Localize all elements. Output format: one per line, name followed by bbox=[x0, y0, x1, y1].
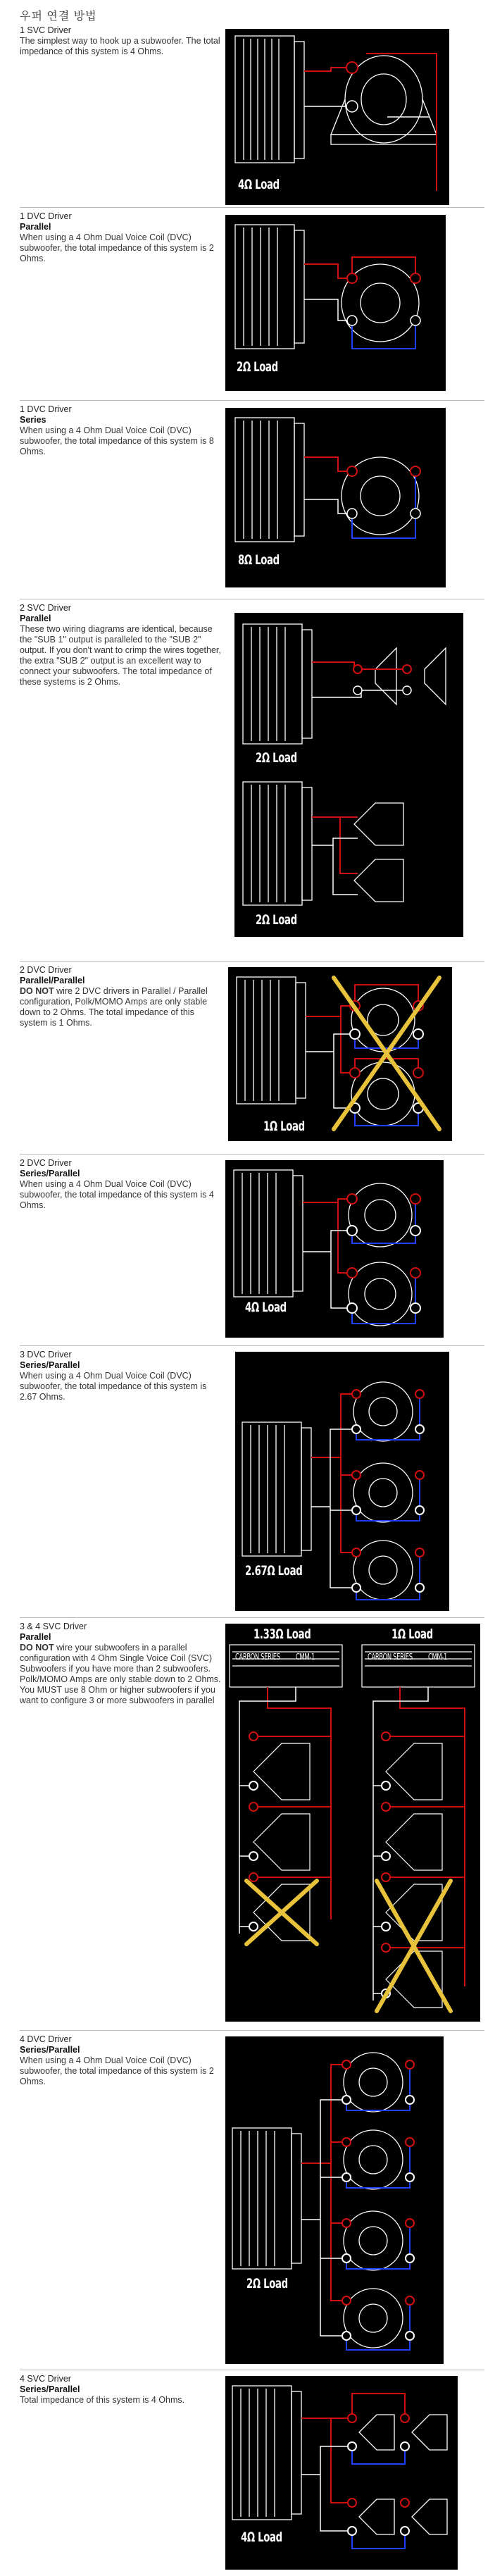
wiring-diagram bbox=[228, 967, 452, 1141]
section-1-svc bbox=[20, 25, 484, 207]
section-label: 2 DVC Driver bbox=[20, 1158, 72, 1168]
amp-model-label: CMM-1 bbox=[296, 1652, 315, 1662]
section-desc: When using a 4 Ohm Dual Voice Coil (DVC) subwoofer, the total impedance of this system is 8 Ohms. bbox=[20, 425, 214, 456]
section-1-dvc-parallel bbox=[20, 211, 484, 396]
section-text bbox=[20, 211, 224, 264]
load-label: 1Ω Load bbox=[263, 1119, 305, 1134]
load-label: 2.67Ω Load bbox=[245, 1563, 303, 1579]
section-text bbox=[20, 1158, 224, 1211]
section-3-dvc-series-parallel bbox=[20, 1350, 484, 1613]
amp-model-label: CMM-1 bbox=[428, 1652, 447, 1662]
section-desc: When using a 4 Ohm Dual Voice Coil (DVC) subwoofer, the total impedance of this system is 2.67 Ohms. bbox=[20, 1371, 207, 1402]
amp-series-label: CARBON SERIES bbox=[368, 1652, 413, 1662]
section-text bbox=[20, 603, 224, 687]
section-subtitle: Parallel bbox=[20, 222, 51, 232]
load-label: 8Ω Load bbox=[238, 552, 280, 568]
page-title: 우퍼 연결 방법 bbox=[20, 11, 97, 23]
section-label: 1 DVC Driver bbox=[20, 404, 72, 414]
section-desc: When using a 4 Ohm Dual Voice Coil (DVC) subwoofer, the total impedance of this system is 2 Ohms. bbox=[20, 2055, 214, 2086]
section-2-svc-parallel bbox=[20, 603, 484, 940]
section-text bbox=[20, 965, 224, 1028]
load-label: 4Ω Load bbox=[238, 177, 280, 192]
load-label: 1Ω Load bbox=[391, 1626, 433, 1642]
section-label: 4 SVC Driver bbox=[20, 2374, 71, 2384]
section-label: 2 DVC Driver bbox=[20, 965, 72, 975]
wiring-diagram bbox=[225, 2376, 458, 2570]
section-text bbox=[20, 404, 224, 457]
load-label: 4Ω Load bbox=[245, 1300, 287, 1315]
section-subtitle: Series/Parallel bbox=[20, 1360, 80, 1370]
load-label: 2Ω Load bbox=[246, 2276, 288, 2291]
section-separator bbox=[20, 961, 484, 962]
section-separator bbox=[20, 1345, 484, 1346]
section-subtitle: Series/Parallel bbox=[20, 2045, 80, 2055]
wiring-diagram bbox=[235, 1352, 449, 1611]
wiring-diagram bbox=[225, 1160, 444, 1338]
section-text bbox=[20, 25, 224, 57]
section-subtitle: Series/Parallel bbox=[20, 2384, 80, 2394]
section-separator bbox=[20, 2030, 484, 2031]
section-desc: The simplest way to hook up a subwoofer. The total impedance of this system is 4 Ohms. bbox=[20, 36, 220, 56]
amp-series-label: CARBON SERIES bbox=[235, 1652, 280, 1662]
section-text bbox=[20, 2034, 224, 2087]
section-label: 2 SVC Driver bbox=[20, 603, 71, 613]
wiring-diagram bbox=[225, 2036, 444, 2364]
load-label: 2Ω Load bbox=[256, 750, 297, 766]
wiring-diagram bbox=[225, 408, 446, 587]
section-subtitle: Series/Parallel bbox=[20, 1169, 80, 1178]
section-text bbox=[20, 1350, 224, 1402]
section-1-dvc-series bbox=[20, 404, 484, 595]
load-label: 1.33Ω Load bbox=[253, 1626, 311, 1642]
wiring-diagram bbox=[234, 613, 463, 937]
section-subtitle: Parallel bbox=[20, 614, 51, 623]
wiring-diagram bbox=[225, 215, 446, 391]
section-3-4-svc-parallel bbox=[20, 1622, 484, 2026]
section-desc: When using a 4 Ohm Dual Voice Coil (DVC) subwoofer, the total impedance of this system is 4 Ohms. bbox=[20, 1179, 214, 1210]
section-separator bbox=[20, 400, 484, 401]
section-4-svc-series-parallel bbox=[20, 2374, 484, 2571]
section-label: 3 & 4 SVC Driver bbox=[20, 1622, 87, 1631]
section-2-dvc-parallel-parallel bbox=[20, 965, 484, 1150]
section-label: 1 SVC Driver bbox=[20, 25, 71, 35]
section-2-dvc-series-parallel bbox=[20, 1158, 484, 1343]
wiring-diagram bbox=[225, 29, 449, 205]
section-separator bbox=[20, 207, 484, 208]
section-desc: When using a 4 Ohm Dual Voice Coil (DVC) subwoofer, the total impedance of this system is 2 Ohms. bbox=[20, 232, 214, 263]
load-label: 2Ω Load bbox=[256, 912, 297, 928]
warning-text: DO NOT bbox=[20, 1643, 54, 1653]
section-desc: These two wiring diagrams are identical, because the "SUB 1" output is paralleled to the "SUB 2" output. If you don't want to crimp the wires together, the extra "SUB 2" output is an excellent way to connect your subwoofers. The total impedance of these systems is 2 Ohms. bbox=[20, 624, 221, 687]
section-subtitle: Series bbox=[20, 415, 46, 425]
section-desc: DO NOT wire 2 DVC drivers in Parallel / Parallel configuration, Polk/MOMO Amps are only stable down to 2 Ohms. The total impedance of this system is 1 Ohms. bbox=[20, 986, 208, 1028]
section-text bbox=[20, 1622, 224, 1706]
load-label: 4Ω Load bbox=[241, 2530, 282, 2545]
section-label: 4 DVC Driver bbox=[20, 2034, 72, 2044]
section-subtitle: Parallel bbox=[20, 1632, 51, 1642]
section-desc: Total impedance of this system is 4 Ohms. bbox=[20, 2395, 185, 2405]
section-text bbox=[20, 2374, 224, 2406]
section-separator bbox=[20, 1154, 484, 1155]
section-desc: DO NOT wire your subwoofers in a parallel configuration with 4 Ohm Single Voice Coil (SVC) Subwoofers if you have more than 2 subwoofers. Polk/MOMO Amps are only stable down to 2 Ohms. You MUST use 8 Ohm or higher subwoofers if you want to configure 3 or more subwoofers in parallel bbox=[20, 1643, 221, 1705]
warning-text: DO NOT bbox=[20, 986, 54, 996]
section-label: 1 DVC Driver bbox=[20, 211, 72, 221]
section-label: 3 DVC Driver bbox=[20, 1350, 72, 1359]
load-label: 2Ω Load bbox=[237, 359, 278, 375]
section-separator bbox=[20, 1617, 484, 1618]
wiring-diagram bbox=[225, 1624, 480, 2022]
section-4-dvc-series-parallel bbox=[20, 2034, 484, 2367]
section-subtitle: Parallel/Parallel bbox=[20, 976, 85, 985]
